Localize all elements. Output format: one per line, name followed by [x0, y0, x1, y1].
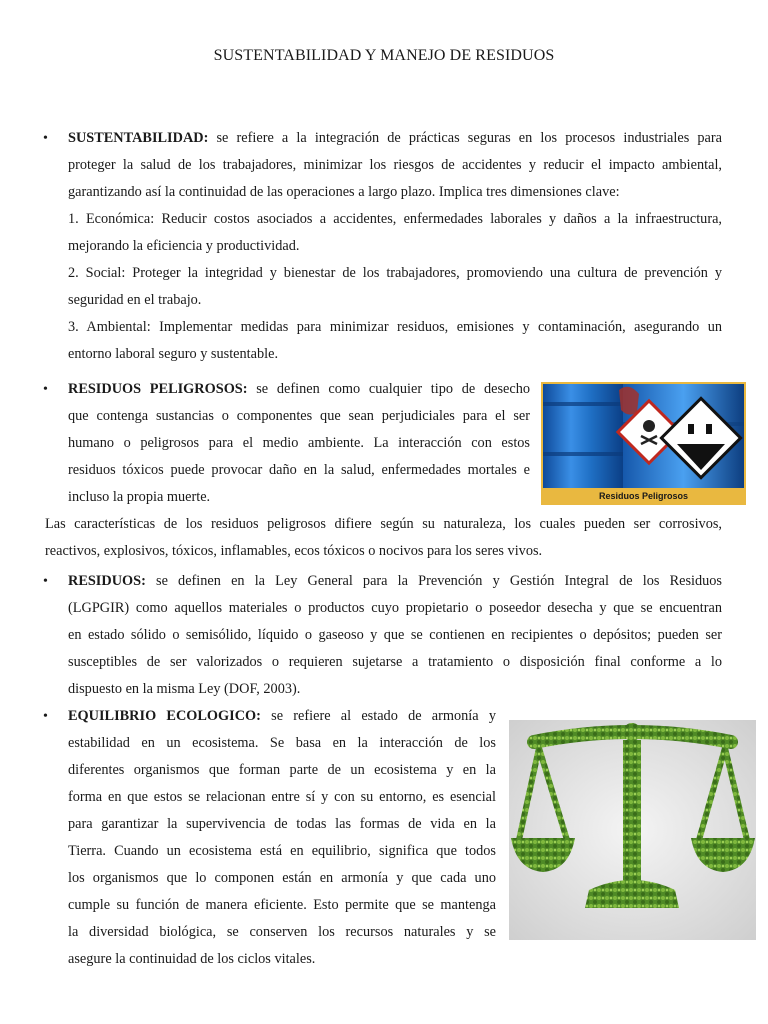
sustentabilidad-line-3: garantizando así la continuidad de las operaciones a largo plazo. Implica tres dimensiones clave: — [68, 184, 620, 200]
term-equilibrio: EQUILIBRIO ECOLOGICO: — [68, 708, 261, 724]
section-equilibrio-ecologico — [68, 703, 496, 973]
residuos-line-2: (LGPGIR) como aquellos materiales o productos cuyo propietario o poseedor desecha y que se encuentran — [68, 600, 722, 616]
residuos-peligrosos-line-5: incluso la propia muerte. — [68, 489, 211, 505]
residuos-line-3: en estado sólido o semisólido, líquido o gaseoso y que se contienen en recipientes o depósitos; pueden ser — [68, 627, 722, 643]
section-sustentabilidad — [68, 125, 722, 368]
equilibrio-line-9: la diversidad biológica, se conserven los recursos naturales y se — [68, 924, 496, 940]
residuos-line-4: susceptibles de ser valorizados o requieren sujetarse a tratamiento o disposición final conforme a lo — [68, 654, 722, 670]
scale-of-justice-icon — [509, 720, 756, 940]
ecological-balance-image — [509, 720, 756, 940]
residuos-peligrosos-text: se definen como cualquier tipo de desecho — [247, 381, 531, 397]
bullet-residuos-peligrosos: • — [43, 382, 48, 397]
equilibrio-line-5: para garantizar la supervivencia de todas las formas de vida en la — [68, 816, 496, 832]
dimension-economica: 1. Económica: Reducir costos asociados a accidentes, enfermedades laborales y daños a la infraestructura, — [68, 211, 722, 227]
bullet-equilibrio: • — [43, 709, 48, 724]
equilibrio-line-6: Tierra. Cuando un ecosistema está en equilibrio, significa que todos — [68, 843, 496, 859]
term-residuos: RESIDUOS: — [68, 573, 146, 589]
dimension-ambiental-cont: entorno laboral seguro y sustentable. — [68, 346, 279, 362]
characteristics-line-1: Las características de los residuos peligrosos difiere según su naturaleza, los cuales pueden ser corrosivos, — [45, 516, 722, 532]
term-sustentabilidad: SUSTENTABILIDAD: — [68, 130, 209, 146]
residuos-peligrosos-line-4: residuos tóxicos puede provocar daño en la salud, enfermedades mortales e — [68, 462, 530, 478]
bullet-residuos: • — [43, 574, 48, 589]
bullet-sustentabilidad: • — [43, 131, 48, 146]
document-title: SUSTENTABILIDAD Y MANEJO DE RESIDUOS — [213, 47, 555, 64]
sustentabilidad-text: se refiere a la integración de prácticas seguras en los procesos industriales para — [208, 130, 722, 146]
dimension-social-cont: seguridad en el trabajo. — [68, 292, 202, 308]
equilibrio-line-2: estabilidad en un ecosistema. Se basa en la interacción de los — [68, 735, 496, 751]
equilibrio-line-10: asegure la continuidad de los ciclos vitales. — [68, 951, 316, 967]
equilibrio-line-7: los organismos que lo componen están en armonía y que cada uno — [68, 870, 496, 886]
equilibrio-line-3: diferentes organismos que forman parte de un ecosistema y en la — [68, 762, 496, 778]
equilibrio-line-4: forma en que estos se relacionan entre sí y con su entorno, es esencial — [68, 789, 496, 805]
characteristics-line-2: reactivos, explosivos, tóxicos, inflamables, ecos tóxicos o nocivos para los seres vivos. — [45, 543, 543, 559]
residuos-peligrosos-line-2: que contenga sustancias o componentes que sean perjudiciales para el ser — [68, 408, 530, 424]
section-residuos-peligrosos — [68, 376, 530, 511]
section-residuos — [68, 568, 722, 703]
image-caption: Residuos Peligrosos — [541, 488, 746, 505]
equilibrio-line-8: cumple su función de manera eficiente. Esto permite que se mantenga — [68, 897, 496, 913]
hazard-characteristics — [45, 511, 722, 565]
dimension-social: 2. Social: Proteger la integridad y bienestar de los trabajadores, promoviendo una cultura de prevención y — [68, 265, 722, 281]
equilibrio-text: se refiere al estado de armonía y — [260, 708, 496, 724]
residuos-peligrosos-line-3: humano o peligrosos para el medio ambiente. La interacción con estos — [68, 435, 530, 451]
hazardous-waste-image — [541, 382, 746, 505]
hazard-barrels-icon — [541, 382, 746, 505]
dimension-economica-cont: mejorando la eficiencia y productividad. — [68, 238, 300, 254]
residuos-line-5: dispuesto en la misma Ley (DOF, 2003). — [68, 681, 301, 697]
dimension-ambiental: 3. Ambiental: Implementar medidas para minimizar residuos, emisiones y contaminación, asegurando un — [68, 319, 722, 335]
term-residuos-peligrosos: RESIDUOS PELIGROSOS: — [68, 381, 248, 397]
sustentabilidad-line-2: proteger la salud de los trabajadores, minimizar los riesgos de accidentes y reducir el impacto ambiental, — [68, 157, 722, 173]
residuos-text: se definen en la Ley General para la Prevención y Gestión Integral de los Residuos — [145, 573, 722, 589]
